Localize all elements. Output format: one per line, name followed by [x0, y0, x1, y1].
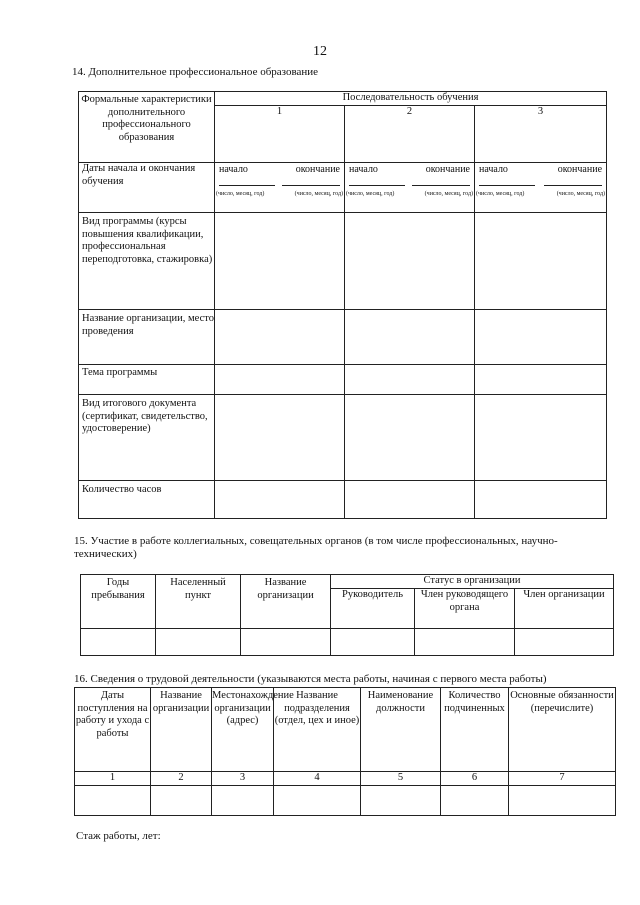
experience-label: Стаж работы, лет: — [76, 830, 161, 842]
row-label-document: Вид итогового документа (сертификат, свидетельство, удостоверение) — [79, 395, 215, 481]
header-years: Годы пребывания — [81, 575, 156, 629]
section-14-table — [78, 91, 607, 519]
header-characteristics: Формальные характеристики дополнительного профессионального образования — [79, 92, 215, 163]
cell-status-member[interactable] — [515, 629, 614, 656]
start-label: начало — [479, 164, 508, 175]
cell-department[interactable] — [274, 785, 361, 815]
cell-years[interactable] — [81, 629, 156, 656]
column-number: 6 — [441, 772, 509, 786]
column-number: 3 — [212, 772, 274, 786]
dates-row-label: Даты начала и окончания обучения — [79, 163, 215, 213]
start-label: начало — [219, 164, 248, 175]
dates-cell-3 — [475, 163, 607, 213]
dates-cell-2 — [345, 163, 475, 213]
cell-hours-3[interactable] — [475, 481, 607, 519]
end-label: окончание — [295, 164, 340, 175]
cell-document-2[interactable] — [345, 395, 475, 481]
header-dates: Даты поступления на работу и ухода с работы — [75, 688, 151, 772]
cell-topic-1[interactable] — [215, 365, 345, 395]
section-15-title: 15. Участие в работе коллегиальных, совещательных органов (в том числе профессиональных, научно-технических) — [74, 535, 558, 560]
dates-cell-1 — [215, 163, 345, 213]
date-caption: (число, месяц, год) — [424, 191, 473, 197]
row-label-topic: Тема программы — [79, 365, 215, 395]
header-location: Местонахождение организации (адрес) — [212, 688, 274, 772]
cell-program-type-3[interactable] — [475, 213, 607, 310]
column-number: 4 — [274, 772, 361, 786]
cell-program-type-1[interactable] — [215, 213, 345, 310]
start-label: начало — [349, 164, 378, 175]
header-status-head: Руководитель — [331, 589, 415, 629]
cell-locality[interactable] — [156, 629, 241, 656]
section-16-title: 16. Сведения о трудовой деятельности (указываются места работы, начиная с первого места работы) — [74, 673, 547, 685]
date-caption: (число, месяц, год) — [556, 191, 606, 197]
column-3-header: 3 — [475, 106, 607, 163]
section-16-table — [74, 687, 616, 816]
cell-topic-2[interactable] — [345, 365, 475, 395]
cell-duties[interactable] — [509, 785, 616, 815]
date-caption: (число, месяц, год) — [294, 191, 343, 197]
header-status-member-head: Член руководящего органа — [415, 589, 515, 629]
cell-subordinates[interactable] — [441, 785, 509, 815]
cell-status-member-head[interactable] — [415, 629, 515, 656]
row-label-program-type: Вид программы (курсы повышения квалификации, профессиональная переподготовка, стажировка) — [79, 213, 215, 310]
header-sequence: Последовательность обучения — [215, 92, 607, 106]
cell-organization-2[interactable] — [345, 310, 475, 365]
column-number: 1 — [75, 772, 151, 786]
header-locality: Населенный пункт — [156, 575, 241, 629]
header-status-member: Член организации — [515, 589, 614, 629]
row-label-organization: Название организации, место проведения — [79, 310, 215, 365]
end-label: окончание — [557, 164, 603, 175]
cell-program-type-2[interactable] — [345, 213, 475, 310]
cell-org-name[interactable] — [151, 785, 212, 815]
cell-hours-1[interactable] — [215, 481, 345, 519]
cell-organization-3[interactable] — [475, 310, 607, 365]
header-position: Наименование должности — [361, 688, 441, 772]
header-subordinates: Количество подчиненных — [441, 688, 509, 772]
date-caption: (число, месяц, год) — [476, 191, 525, 197]
section-14-title: 14. Дополнительное профессиональное образование — [72, 66, 319, 78]
cell-status-head[interactable] — [331, 629, 415, 656]
header-duties: Основные обязанности (перечислите) — [509, 688, 616, 772]
column-number: 5 — [361, 772, 441, 786]
header-department: Название подразделения (отдел, цех и иное) — [274, 688, 361, 772]
header-org-name: Название организации — [241, 575, 331, 629]
end-label: окончание — [425, 164, 470, 175]
column-1-header: 1 — [215, 106, 345, 163]
cell-org-name[interactable] — [241, 629, 331, 656]
header-status: Статус в организации — [331, 575, 614, 589]
cell-location[interactable] — [212, 785, 274, 815]
row-label-hours: Количество часов — [79, 481, 215, 519]
page-number: 12 — [313, 44, 327, 59]
cell-document-1[interactable] — [215, 395, 345, 481]
column-2-header: 2 — [345, 106, 475, 163]
section-15-table — [80, 574, 614, 656]
column-number: 7 — [509, 772, 616, 786]
cell-organization-1[interactable] — [215, 310, 345, 365]
column-number: 2 — [151, 772, 212, 786]
cell-dates[interactable] — [75, 785, 151, 815]
cell-hours-2[interactable] — [345, 481, 475, 519]
cell-position[interactable] — [361, 785, 441, 815]
cell-document-3[interactable] — [475, 395, 607, 481]
header-org-name: Название организации — [151, 688, 212, 772]
date-caption: (число, месяц, год) — [216, 191, 265, 197]
cell-topic-3[interactable] — [475, 365, 607, 395]
date-caption: (число, месяц, год) — [346, 191, 395, 197]
